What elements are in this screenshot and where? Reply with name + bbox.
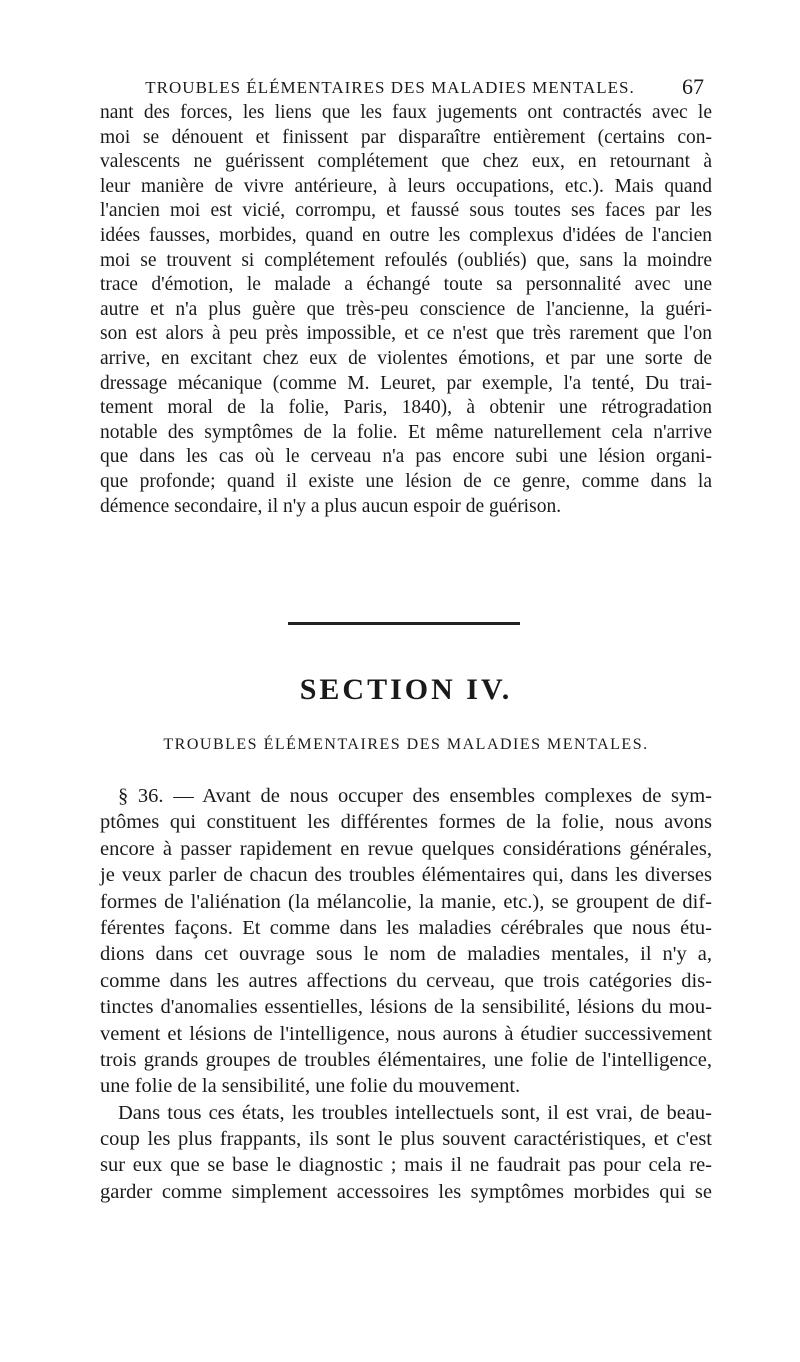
- text-line: férentes façons. Et comme dans les maladies cérébrales que nous étu-: [100, 916, 712, 939]
- text-line: trace d'émotion, le malade a échangé toute sa personnalité avec une: [100, 274, 712, 296]
- section-subtitle: TROUBLES ÉLÉMENTAIRES DES MALADIES MENTALES.: [163, 736, 649, 753]
- paragraph-continuation: [100, 101, 712, 519]
- text-line: § 36. — Avant de nous occuper des ensembles complexes de sym-: [118, 785, 712, 807]
- text-line: démence secondaire, il n'y a plus aucun espoir de guérison.: [100, 495, 562, 517]
- section-divider-rule: [288, 622, 520, 625]
- text-line: dions dans cet ouvrage sous le nom de maladies mentales, il n'y a,: [100, 943, 712, 966]
- text-line: notable des symptômes de la folie. Et même naturellement cela n'arrive: [100, 421, 712, 443]
- text-line: arrive, en excitant chez eux de violentes émotions, et par une sorte de: [100, 347, 712, 369]
- text-line: comme dans les autres affections du cerveau, que trois catégories dis-: [100, 969, 712, 992]
- text-line: trois grands groupes de troubles élémentaires, une folie de l'intelligence,: [100, 1048, 712, 1071]
- page-number: 67: [682, 74, 704, 99]
- text-line: que profonde; quand il existe une lésion de ce genre, comme dans la: [100, 470, 712, 492]
- text-line: idées fausses, morbides, quand en outre les complexus d'idées de l'ancien: [100, 224, 712, 246]
- section-title: SECTION IV.: [299, 673, 513, 706]
- text-line: leur manière de vivre antérieure, à leurs occupations, etc.). Mais quand: [100, 175, 712, 197]
- text-line: ptômes qui constituent les différentes formes de la folie, nous avons: [100, 811, 712, 834]
- text-line: tement moral de la folie, Paris, 1840), à obtenir une rétrogradation: [100, 397, 712, 419]
- text-line: nant des forces, les liens que les faux jugements ont contractés avec le: [100, 102, 712, 123]
- text-line: dressage mécanique (comme M. Leuret, par exemple, l'a tenté, Du trai-: [100, 372, 712, 394]
- text-line: formes de l'aliénation (la mélancolie, la manie, etc.), se groupent de dif-: [100, 890, 712, 913]
- text-line: que dans les cas où le cerveau n'a pas encore subi une lésion organi-: [100, 446, 712, 468]
- text-line: moi se dénouent et finissent par disparaître entièrement (certains con-: [100, 126, 712, 148]
- running-header: TROUBLES ÉLÉMENTAIRES DES MALADIES MENTALES.: [145, 78, 635, 97]
- text-line: encore à passer rapidement en revue quelques considérations générales,: [100, 837, 712, 860]
- text-line: moi se trouvent si complétement refoulés (oubliés) que, sans la moindre: [100, 249, 712, 271]
- text-line: l'ancien moi est vicié, corrompu, et faussé sous toutes ses faces par les: [100, 200, 712, 222]
- text-line: tinctes d'anomalies essentielles, lésions de la sensibilité, lésions du mou-: [100, 996, 712, 1019]
- text-line: sur eux que se base le diagnostic ; mais il ne faudrait pas pour cela re-: [100, 1154, 712, 1177]
- text-line: autre et n'a plus guère que très-peu conscience de l'ancienne, la guéri-: [100, 298, 712, 320]
- text-line: son est alors à peu près impossible, et ce n'est que très rarement que l'on: [100, 323, 712, 345]
- text-line: valescents ne guérissent complétement que chez eux, en retournant à: [100, 151, 712, 173]
- text-line: garder comme simplement accessoires les symptômes morbides qui se: [100, 1180, 712, 1203]
- text-line: Dans tous ces états, les troubles intellectuels sont, il est vrai, de beau-: [118, 1101, 712, 1124]
- text-line: coup les plus frappants, ils sont le plus souvent caractéristiques, et c'est: [100, 1128, 712, 1151]
- paragraph-section-36: [100, 783, 712, 1205]
- text-line: une folie de la sensibilité, une folie du mouvement.: [100, 1075, 521, 1098]
- text-line: je veux parler de chacun des troubles élémentaires qui, dans les diverses: [100, 864, 712, 887]
- text-line: vement et lésions de l'intelligence, nous aurons à étudier successivement: [100, 1022, 712, 1045]
